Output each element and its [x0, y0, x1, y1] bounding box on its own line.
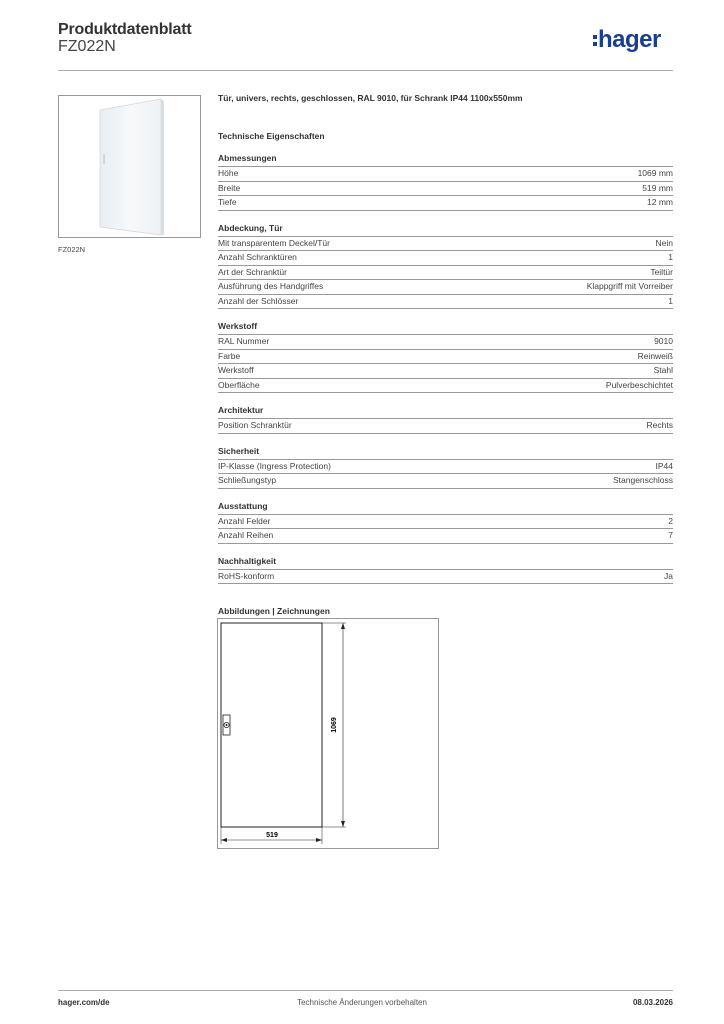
- spec-row: [218, 196, 673, 211]
- spec-group-title: Abmessungen: [218, 153, 673, 167]
- footer-divider: [58, 990, 673, 991]
- spec-group: [218, 405, 673, 434]
- spec-row: [218, 280, 673, 295]
- spec-value: IP44: [655, 460, 673, 471]
- spec-row: [218, 474, 673, 489]
- spec-group: [218, 501, 673, 544]
- spec-row: [218, 364, 673, 379]
- door-thumbnail-icon: [59, 96, 200, 237]
- spec-label: Schließungstyp: [218, 475, 277, 485]
- spec-value: Stangenschloss: [612, 475, 673, 485]
- door-drawing: [218, 619, 438, 848]
- spec-value: 2: [668, 515, 673, 526]
- spec-value: Pulverbeschichtet: [605, 379, 673, 390]
- spec-label: Anzahl Reihen: [218, 530, 274, 540]
- spec-group-title: Abdeckung, Tür: [218, 223, 673, 237]
- spec-value: 519 mm: [642, 182, 673, 193]
- spec-label: Anzahl Schranktüren: [218, 252, 297, 262]
- spec-group-title: Sicherheit: [218, 446, 673, 460]
- dimension-height-label: 1069: [331, 717, 338, 733]
- spec-row: [218, 419, 673, 434]
- spec-group: [218, 446, 673, 489]
- spec-label: Breite: [218, 182, 241, 193]
- spec-label: Farbe: [218, 350, 241, 361]
- spec-row: [218, 570, 673, 585]
- tech-heading: Technische Eigenschaften: [218, 131, 325, 141]
- drawings-heading: Abbildungen | Zeichnungen: [218, 606, 330, 616]
- spec-value: Rechts: [646, 420, 673, 430]
- spec-row: [218, 460, 673, 475]
- hager-logo: [593, 28, 661, 52]
- spec-label: RoHS-konform: [218, 570, 275, 581]
- spec-value: 9010: [654, 336, 673, 346]
- logo-text: hager: [598, 26, 661, 53]
- spec-label: Oberfläche: [218, 379, 260, 390]
- spec-value: 12 mm: [647, 197, 673, 207]
- spec-label: Höhe: [218, 168, 239, 178]
- spec-value: 1069 mm: [637, 168, 673, 178]
- spec-value: Klappgriff mit Vorreiber: [586, 281, 673, 291]
- header-divider: [58, 70, 673, 71]
- spec-value: Ja: [664, 570, 673, 581]
- spec-value: Teiltür: [650, 266, 673, 277]
- footer-notice: Technische Änderungen vorbehalten: [297, 998, 427, 1007]
- spec-value: 1: [668, 295, 673, 306]
- page-title: Produktdatenblatt: [58, 21, 192, 38]
- spec-group-title: Werkstoff: [218, 321, 673, 335]
- spec-groups: [218, 153, 673, 584]
- spec-group: [218, 153, 673, 211]
- spec-value: 7: [668, 530, 673, 540]
- spec-label: Position Schranktür: [218, 420, 292, 430]
- spec-label: IP-Klasse (Ingress Protection): [218, 460, 331, 471]
- product-code: FZ022N: [58, 38, 116, 55]
- spec-group-title: Architektur: [218, 405, 673, 419]
- spec-row: [218, 335, 673, 350]
- spec-group: [218, 223, 673, 310]
- spec-group: [218, 321, 673, 393]
- spec-label: Ausführung des Handgriffes: [218, 281, 324, 291]
- spec-label: Tiefe: [218, 197, 237, 207]
- spec-row: [218, 251, 673, 266]
- spec-label: RAL Nummer: [218, 336, 270, 346]
- spec-value: Stahl: [653, 365, 673, 375]
- spec-row: [218, 266, 673, 281]
- spec-row: [218, 182, 673, 197]
- footer-website: hager.com/de: [58, 998, 110, 1007]
- spec-group: [218, 556, 673, 585]
- dimension-width-label: 519: [266, 832, 278, 839]
- spec-row: [218, 237, 673, 252]
- spec-label: Art der Schranktür: [218, 266, 287, 277]
- spec-row: [218, 295, 673, 310]
- spec-row: [218, 167, 673, 182]
- spec-group-title: Ausstattung: [218, 501, 673, 515]
- technical-drawing: [217, 618, 439, 849]
- spec-label: Mit transparentem Deckel/Tür: [218, 237, 330, 248]
- spec-section: [218, 93, 673, 616]
- logo-dots-icon: [593, 32, 597, 49]
- footer-date: 08.03.2026: [632, 998, 673, 1007]
- spec-value: Nein: [655, 237, 673, 248]
- spec-row: [218, 515, 673, 530]
- spec-row: [218, 529, 673, 544]
- spec-value: 1: [668, 252, 673, 262]
- spec-label: Anzahl Felder: [218, 515, 271, 526]
- spec-value: Reinweiß: [637, 350, 673, 361]
- spec-label: Anzahl der Schlösser: [218, 295, 299, 306]
- image-caption: FZ022N: [58, 245, 86, 254]
- product-description: Tür, univers, rechts, geschlossen, RAL 9010, für Schrank IP44 1100x550mm: [218, 93, 523, 103]
- spec-row: [218, 350, 673, 365]
- spec-label: Werkstoff: [218, 365, 254, 375]
- product-image: [58, 95, 201, 238]
- spec-group-title: Nachhaltigkeit: [218, 556, 673, 570]
- spec-row: [218, 379, 673, 394]
